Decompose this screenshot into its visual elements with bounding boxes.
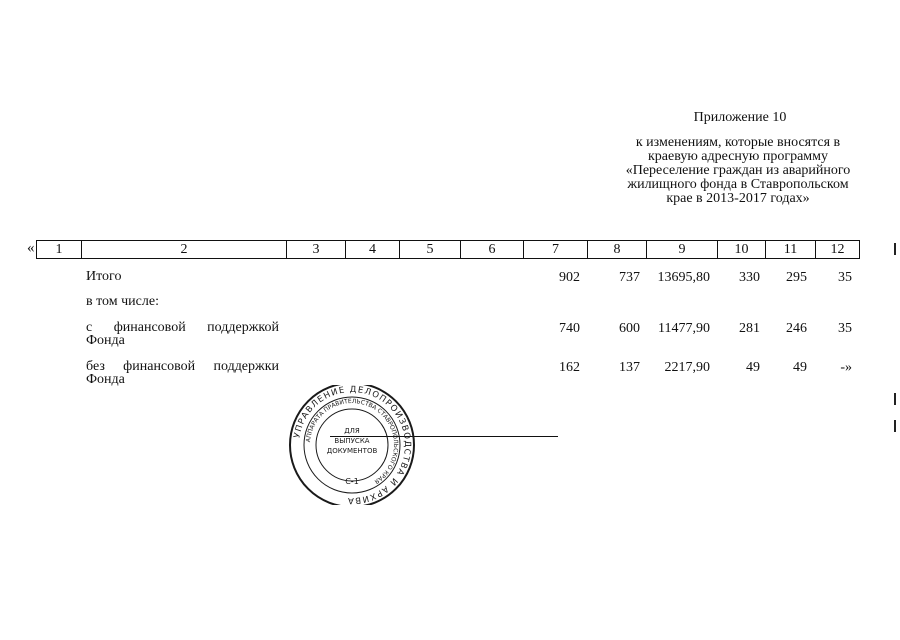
appendix-subtitle-line: к изменениям, которые вносятся в <box>635 135 841 150</box>
stamp-ring-text: УПРАВЛЕНИЕ ДЕЛОПРОИЗВОДСТВА И АРХИВА <box>292 385 413 505</box>
scan-edge-mark <box>894 243 896 255</box>
column-number-header <box>36 240 860 259</box>
appendix-subtitle <box>608 136 868 206</box>
cell-col10: 281 <box>739 321 760 336</box>
cell-col7: 162 <box>559 360 580 375</box>
column-number: 8 <box>588 241 647 259</box>
column-number: 7 <box>524 241 588 259</box>
column-number: 5 <box>400 241 461 259</box>
cell-col11: 49 <box>793 360 807 375</box>
column-number: 1 <box>37 241 82 259</box>
scan-edge-mark <box>894 393 896 405</box>
cell-col9: 2217,90 <box>664 360 710 375</box>
cell-col12: -» <box>840 360 852 375</box>
cell-col12: 35 <box>838 321 852 336</box>
row-label-line: Фонда <box>86 333 125 348</box>
cell-col10: 49 <box>746 360 760 375</box>
column-number: 9 <box>647 241 718 259</box>
cell-col12: 35 <box>838 270 852 285</box>
row-label: Итого <box>86 269 122 284</box>
appendix-subtitle-line: «Переселение граждан из аварийного <box>625 163 851 178</box>
row-label <box>86 360 279 386</box>
row-label <box>86 321 279 347</box>
row-label-line: Фонда <box>86 372 125 387</box>
row-label-line: без финансовой поддержки <box>86 359 279 374</box>
row-label: в том числе: <box>86 294 159 309</box>
stamp-center-line: ДОКУМЕНТОВ <box>326 447 378 455</box>
column-number: 4 <box>346 241 400 259</box>
cell-col8: 737 <box>619 270 640 285</box>
stamp-center-ring <box>316 409 388 481</box>
row-label-line: с финансовой поддержкой <box>86 320 279 335</box>
cell-col8: 137 <box>619 360 640 375</box>
column-number: 6 <box>461 241 524 259</box>
cell-col9: 13695,80 <box>657 270 710 285</box>
stamp-inner-ring-text: АППАРАТА ПРАВИТЕЛЬСТВА СТАВРОПОЛЬСКОГО КРАЯ <box>305 397 400 485</box>
cell-col11: 295 <box>786 270 807 285</box>
column-number: 10 <box>718 241 766 259</box>
column-number: 11 <box>766 241 816 259</box>
column-number: 3 <box>287 241 346 259</box>
opening-quote: « <box>27 240 35 256</box>
column-number: 12 <box>816 241 860 259</box>
cell-col7: 740 <box>559 321 580 336</box>
cell-col8: 600 <box>619 321 640 336</box>
appendix-subtitle-line: крае в 2013-2017 годах» <box>666 191 810 206</box>
stamp-code: С-1 <box>345 477 359 486</box>
appendix-title: Приложение 10 <box>693 110 787 125</box>
cell-col11: 246 <box>786 321 807 336</box>
cell-col7: 902 <box>559 270 580 285</box>
appendix-subtitle-line: жилищного фонда в Ставропольском <box>627 177 849 192</box>
stamp-center-line: ДЛЯ <box>344 427 360 435</box>
round-stamp <box>287 385 417 505</box>
column-number: 2 <box>82 241 287 259</box>
appendix-subtitle-line: краевую адресную программу <box>647 149 829 164</box>
scan-edge-mark <box>894 420 896 432</box>
cell-col10: 330 <box>739 270 760 285</box>
cell-col9: 11477,90 <box>658 321 710 336</box>
stamp-center-line: ВЫПУСКА <box>334 437 370 445</box>
